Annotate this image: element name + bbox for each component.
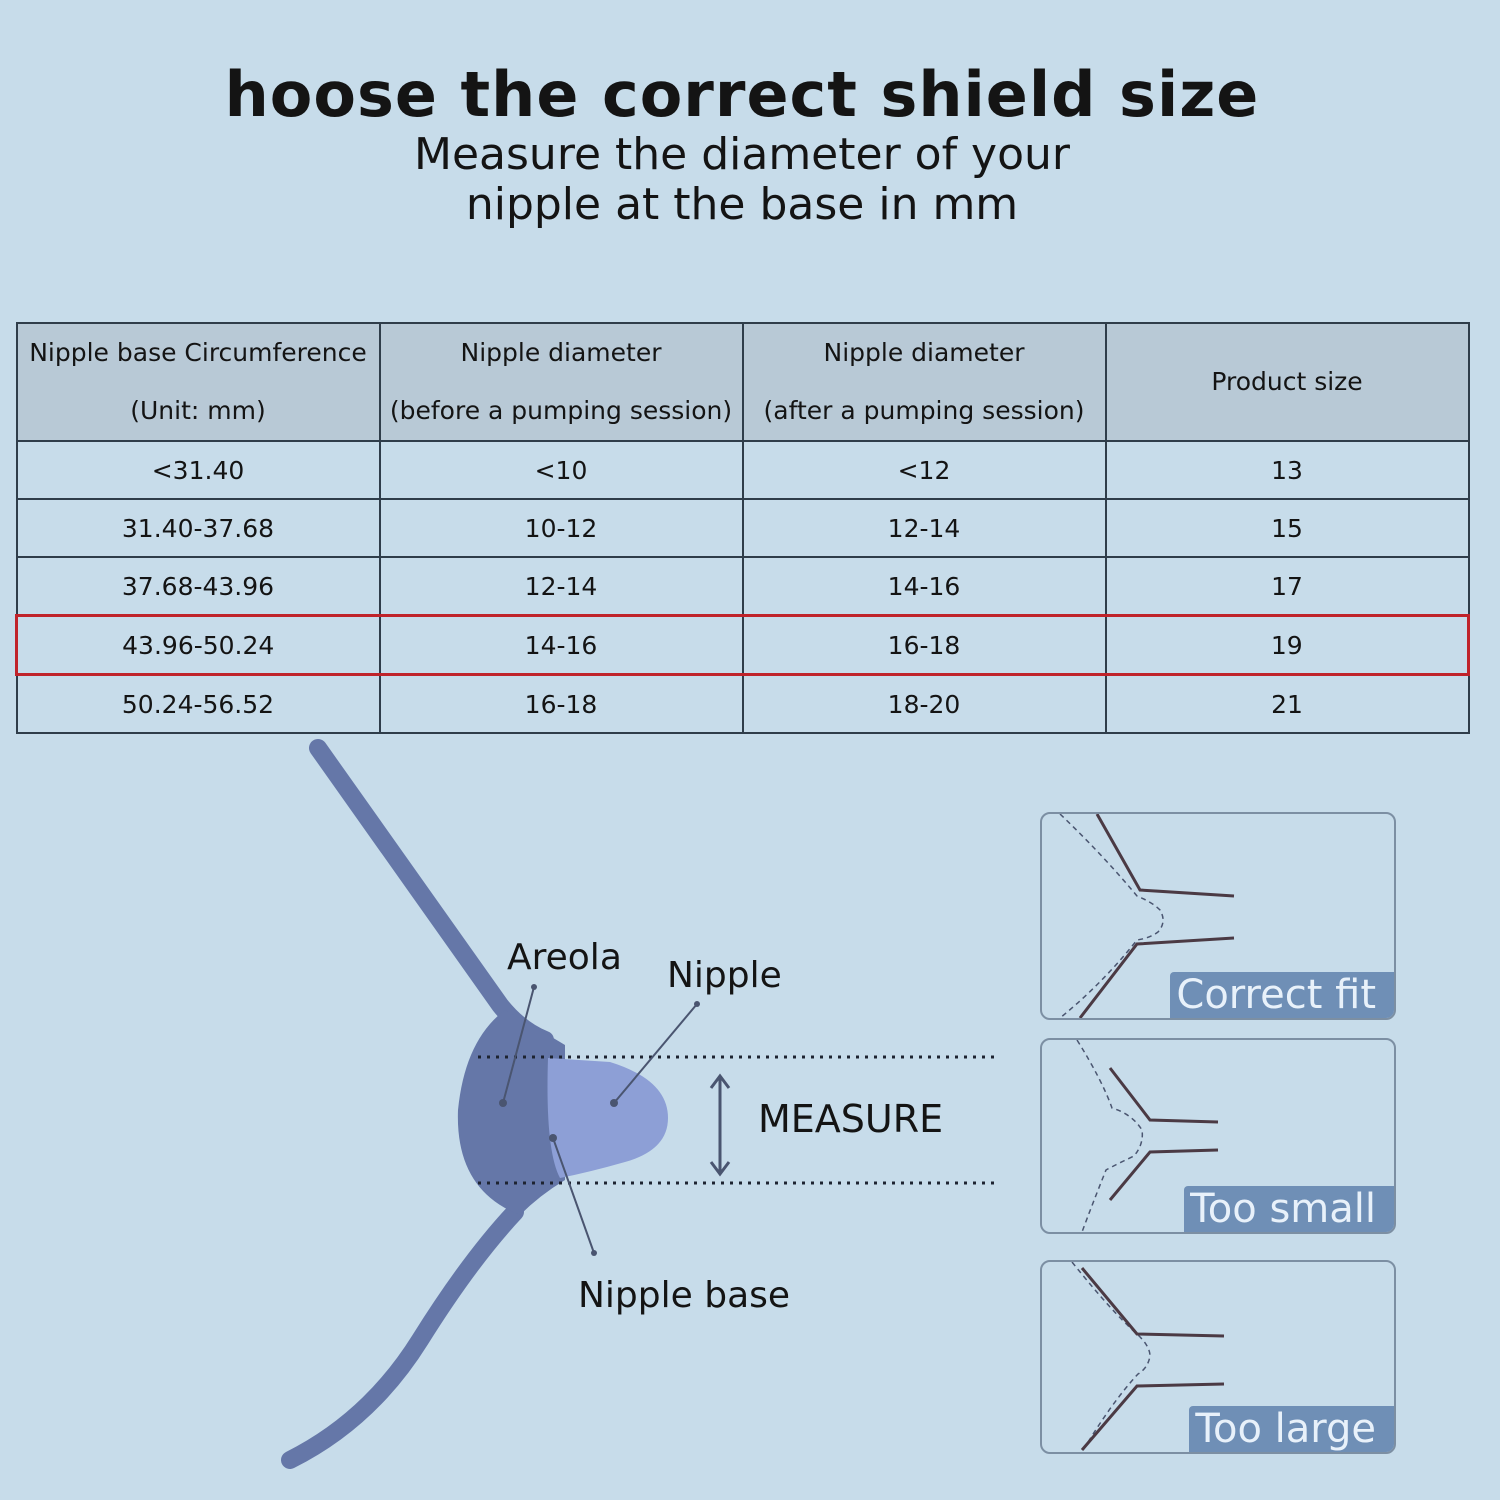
areola-pointer-dot [499,1099,507,1107]
table-cell: 16-18 [743,616,1106,675]
table-cell: 10-12 [380,499,743,557]
table-row [17,675,1469,734]
header-text: (Unit: mm) [130,396,266,425]
table-row [17,557,1469,616]
table-header-row [17,323,1469,441]
size-table [15,322,1470,734]
header-text: Product size [1211,367,1363,396]
table-cell: 12-14 [380,557,743,616]
header-text: Nipple diameter [460,338,662,367]
header-text: (before a pumping session) [389,396,733,425]
header-diameter-after [743,323,1106,441]
table-cell: 15 [1106,499,1469,557]
table-cell: <31.40 [17,441,380,499]
header-diameter-before [380,323,743,441]
table-cell: 16-18 [380,675,743,734]
table-cell: 43.96-50.24 [17,616,380,675]
page-subtitle [0,130,1484,230]
header-text: Nipple diameter [823,338,1025,367]
skin-outline-lower [290,1212,515,1460]
table-cell: 21 [1106,675,1469,734]
table-cell: 18-20 [743,675,1106,734]
table-cell: 14-16 [743,557,1106,616]
measure-label: MEASURE [758,1097,944,1141]
table-row-highlighted [17,616,1469,675]
fit-card-correct [1040,812,1396,1020]
nipple-base-pointer-end [591,1250,597,1256]
nipple-shape [548,1058,669,1178]
table-cell: <10 [380,441,743,499]
areola-pointer-end [531,984,537,990]
nipple-base-pointer-dot [549,1134,557,1142]
fit-label-correct: Correct fit [1170,972,1394,1018]
nipple-pointer-dot [610,1099,618,1107]
fit-label-too-large: Too large [1189,1406,1394,1452]
table-cell: <12 [743,441,1106,499]
table-cell: 17 [1106,557,1469,616]
skin-outline-upper [318,748,545,1040]
header-circumference [17,323,380,441]
subtitle-line-1: Measure the diameter of your [414,129,1070,180]
table-cell: 14-16 [380,616,743,675]
table-cell: 31.40-37.68 [17,499,380,557]
table-cell: 13 [1106,441,1469,499]
fit-card-too-small [1040,1038,1396,1234]
table-cell: 12-14 [743,499,1106,557]
fit-label-too-small: Too small [1184,1186,1394,1232]
table-cell: 19 [1106,616,1469,675]
nipple-base-label: Nipple base [578,1275,791,1316]
header-text: (after a pumping session) [763,396,1085,425]
page-title: hoose the correct shield size [224,58,1260,131]
table-cell: 50.24-56.52 [17,675,380,734]
fit-card-too-large [1040,1260,1396,1454]
nipple-pointer-end [694,1001,700,1007]
table-row [17,499,1469,557]
table-cell: 37.68-43.96 [17,557,380,616]
header-product-size [1106,323,1469,441]
table-row [17,441,1469,499]
nipple-label: Nipple [667,955,782,996]
header-text: Nipple base Circumference [29,338,367,367]
areola-label: Areola [507,937,622,978]
subtitle-line-2: nipple at the base in mm [465,179,1019,230]
